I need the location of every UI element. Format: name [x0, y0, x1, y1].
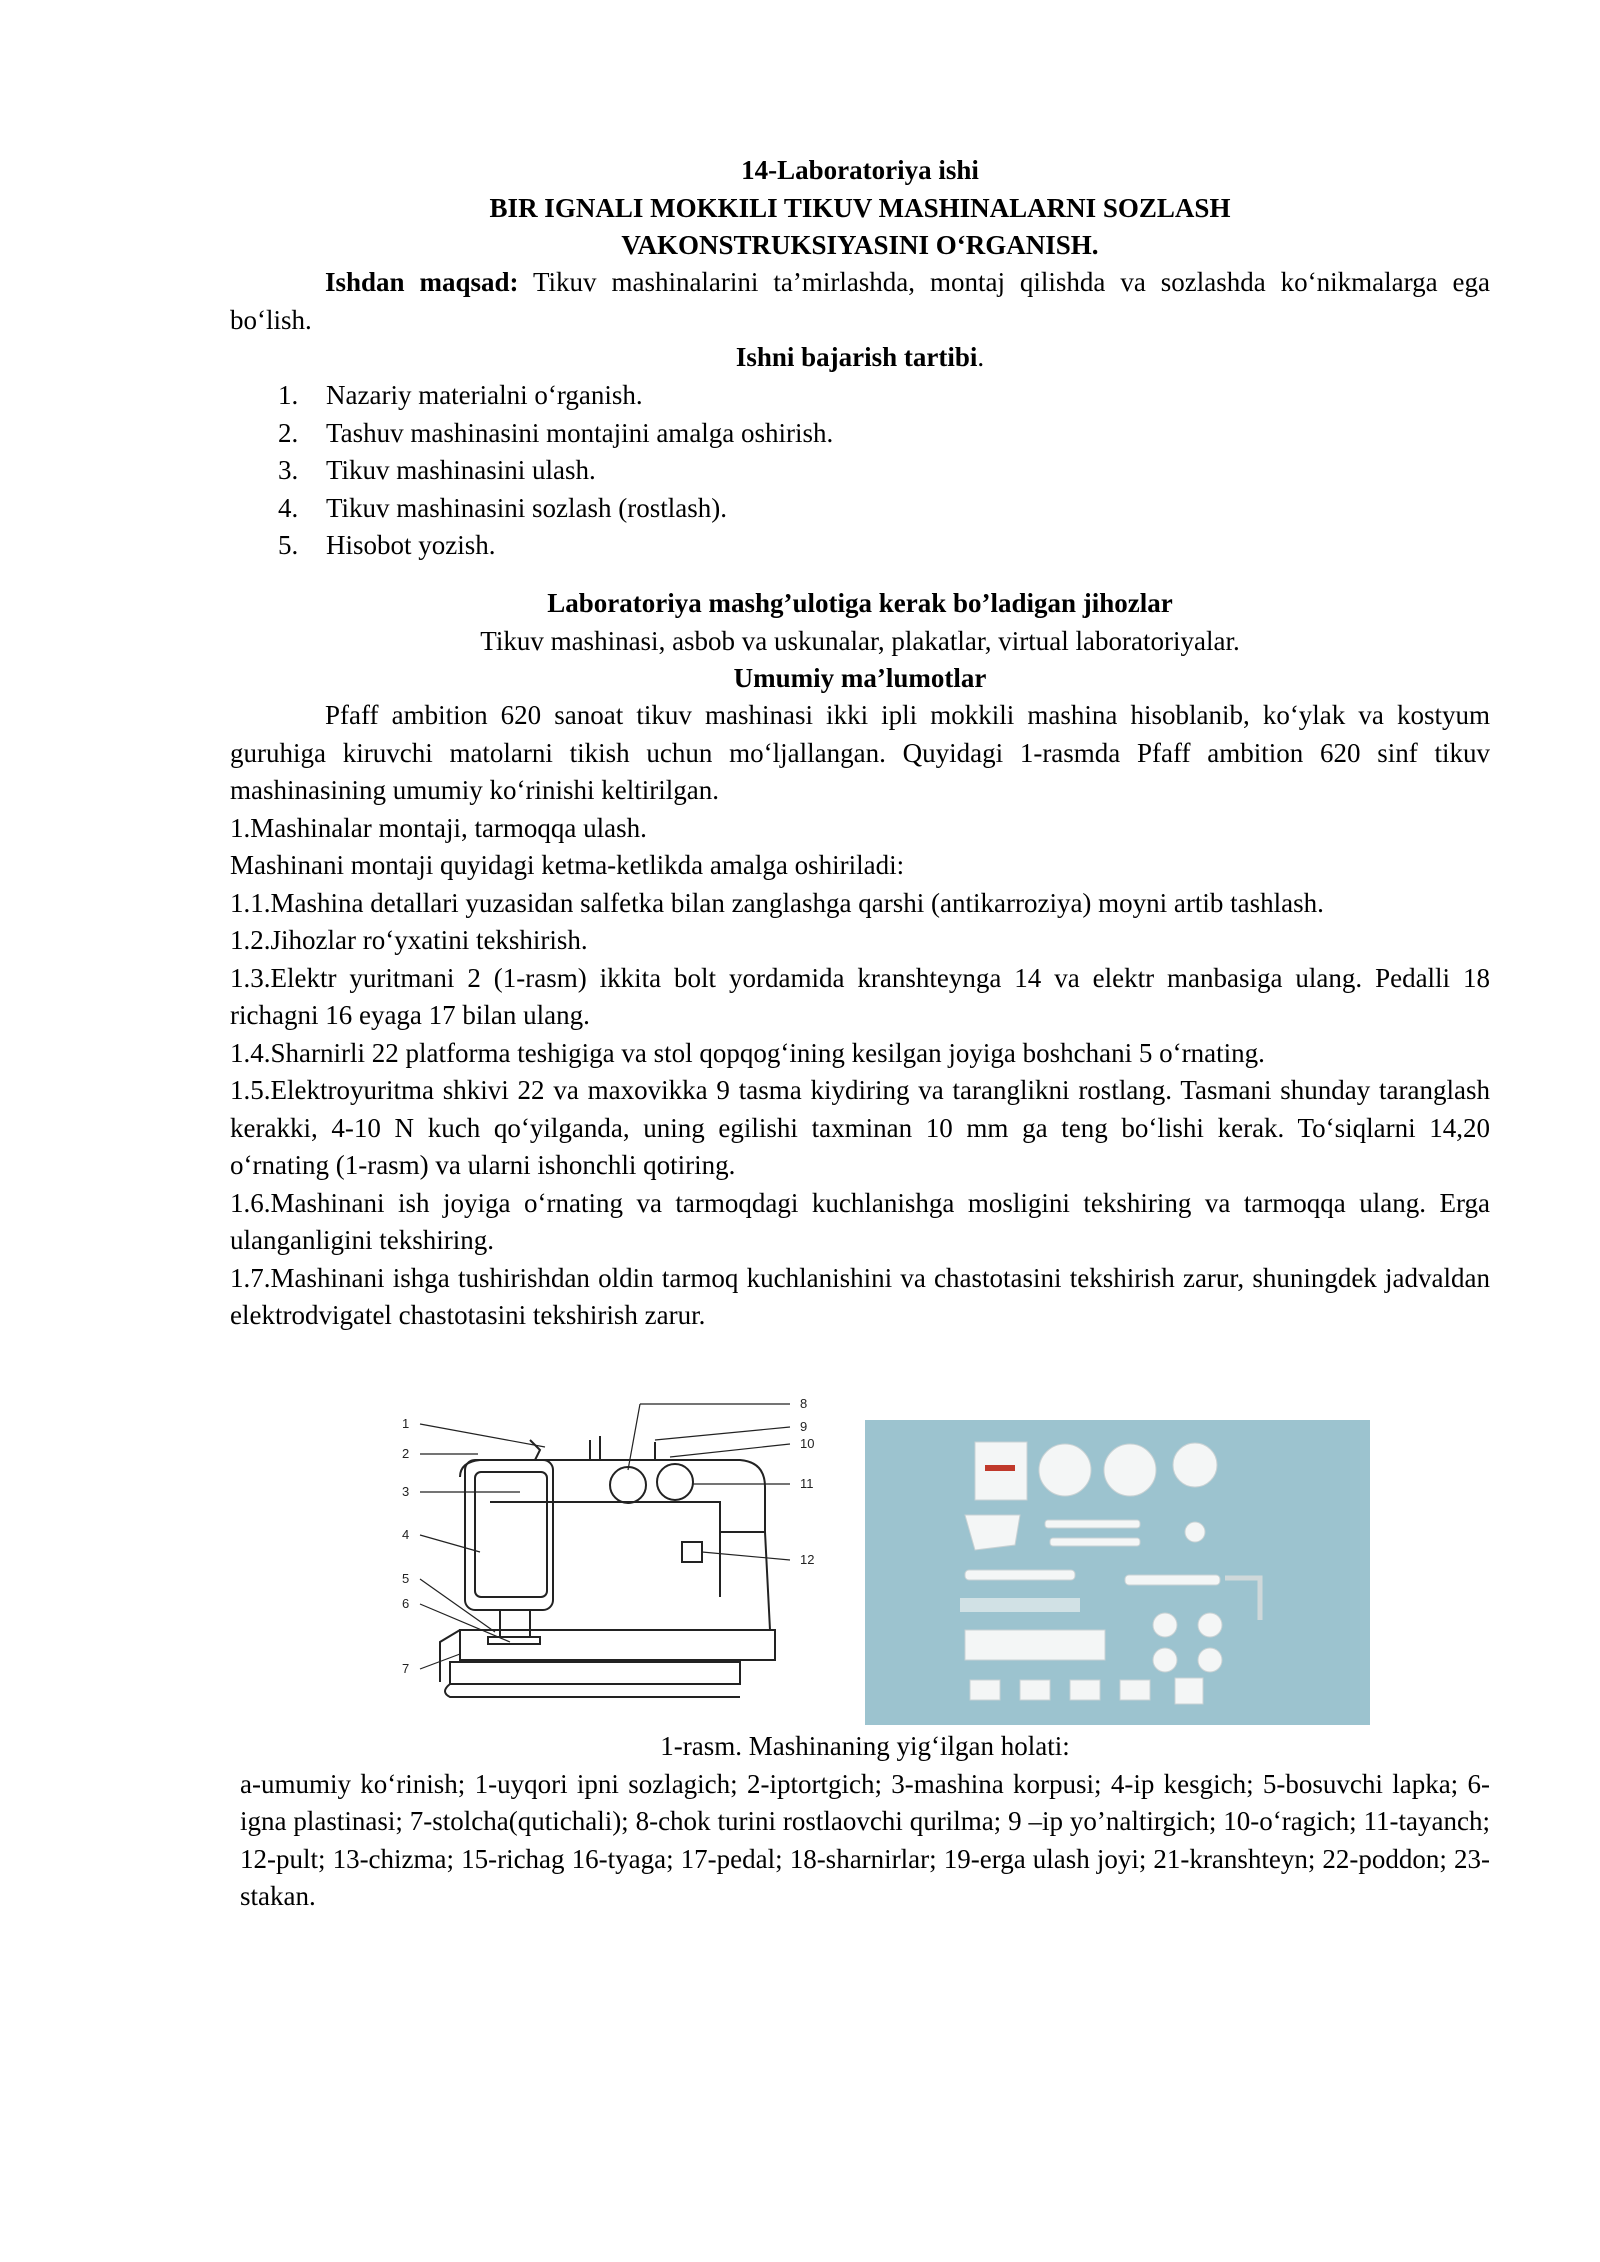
procedure-heading: Ishni bajarish tartibi.	[735, 342, 985, 372]
accessories-photo	[865, 1420, 1370, 1725]
callout-label: 9	[800, 1419, 808, 1434]
equipment-section	[230, 585, 1490, 698]
callout-label: 11	[800, 1476, 814, 1491]
assembly-step: 1.5.Elektroyuritma shkivi 22 va maxovikka 9 tasma kiydiring va taranglikni rostlang. Tasmani shunday taranglash kerakki, 4-10 N kuch qo‘yilganda, uning egilishi taxminan 10 mm ga teng bo‘lishi kerak. To‘siqlarni 14,20 o‘rnating (1-rasm) va ularni ishonchli qotiring.	[230, 1075, 1490, 1180]
goal-paragraph	[230, 264, 1490, 339]
general-intro: Pfaff ambition 620 sanoat tikuv mashinasi ikki ipli mokkili mashina hisoblanib, ko‘ylak va kostyum guruhiga kiruvchi matolarni tikish uchun mo‘ljallangan. Quyidagi 1-rasmda Pfaff ambition 620 sinf tikuv mashinasining umumiy ko‘rinishi keltirilgan.	[230, 700, 1490, 805]
assembly-step: 1.7.Mashinani ishga tushirishdan oldin tarmoq kuchlanishini va chastotasini tekshirish zarur, shuningdek jadvaldan elektrodvigatel chastotasini tekshirish zarur.	[230, 1262, 1490, 1330]
caption-body: a-umumiy ko‘rinish; 1-uyqori ipni sozlagich; 2-iptortgich; 3-mashina korpusi; 4-ip kesgich; 5-bosuvchi lapka; 6-igna plastinasi; 7-stolcha(qutichali); 8-chok turini rostlaovchi qurilma; 9 –ip yo’naltirgich; 10-o‘ragich; 11-tayanch; 12-pult; 13-chizma; 15-richag 16-tyaga; 17-pedal; 18-sharnirlar; 19-erga ulash joyi; 21-kranshteyn; 22-poddon; 23-stakan.	[240, 1768, 1490, 1911]
assembly-step: 1.6.Mashinani ish joyiga o‘rnating va tarmoqdagi kuchlanishga mosligini tekshiring va tarmoqqa ulang. Erga ulanganligini tekshiring.	[230, 1187, 1490, 1255]
caption-title: 1-rasm. Mashinaning yig‘ilgan holati:	[660, 1731, 1070, 1761]
sewing-machine-diagram	[380, 1392, 840, 1732]
general-section	[230, 697, 1490, 1335]
callout-label: 8	[800, 1396, 808, 1411]
callout-label: 4	[402, 1527, 410, 1542]
goal-label: Ishdan maqsad:	[325, 267, 519, 297]
callout-label: 10	[800, 1436, 815, 1451]
assembly-step: 1.1.Mashina detallari yuzasidan salfetka bilan zanglashga qarshi (antikarroziya) moyni artib tashlash.	[230, 887, 1324, 918]
assembly-step: 1.4.Sharnirli 22 platforma teshigiga va stol qopqog‘ining kesilgan joyiga boshchani 5 o‘rnating.	[230, 1037, 1265, 1068]
callout-label: 12	[800, 1552, 815, 1567]
document-header	[230, 152, 1490, 265]
title-line-2: VAKONSTRUKSIYASINI O‘RGANISH.	[621, 230, 1099, 260]
section1-lead: Mashinani montaji quyidagi ketma-ketlikda amalga oshiriladi:	[230, 850, 905, 880]
procedure-list	[230, 377, 1490, 565]
assembly-step: 1.2.Jihozlar ro‘yxatini tekshirish.	[230, 925, 588, 955]
figure-caption	[240, 1728, 1490, 1916]
lab-number: 14-Laboratoriya ishi	[741, 155, 979, 185]
procedure-step: 4. Tikuv mashinasini sozlash (rostlash).	[278, 492, 727, 523]
figure-row	[380, 1392, 1380, 1732]
procedure-step: 2. Tashuv mashinasini montajini amalga oshirish.	[278, 417, 834, 448]
procedure-step: 1. Nazariy materialni o‘rganish.	[278, 380, 643, 410]
callout-label: 6	[402, 1596, 410, 1611]
callout-label: 2	[402, 1446, 410, 1461]
general-heading: Umumiy ma’lumotlar	[733, 663, 987, 693]
section1-heading: 1.Mashinalar montaji, tarmoqqa ulash.	[230, 812, 647, 843]
callout-label: 1	[402, 1416, 410, 1431]
procedure-step: 5. Hisobot yozish.	[278, 530, 496, 560]
equipment-text: Tikuv mashinasi, asbob va uskunalar, plakatlar, virtual laboratoriyalar.	[480, 625, 1240, 656]
callout-label: 3	[402, 1484, 410, 1499]
procedure-step: 3. Tikuv mashinasini ulash.	[278, 455, 596, 485]
equipment-heading: Laboratoriya mashg’ulotiga kerak bo’ladigan jihozlar	[547, 588, 1173, 618]
assembly-step: 1.3.Elektr yuritmani 2 (1-rasm) ikkita bolt yordamida kranshteynga 14 va elektr manbasiga ulang. Pedalli 18 richagni 16 eyaga 17 bilan ulang.	[230, 962, 1490, 1030]
goal-text: Tikuv mashinalarini ta’mirlashda, montaj qilishda va sozlashda ko‘nikmalarga ega bo‘lish.	[230, 267, 1490, 335]
callout-label: 7	[402, 1661, 410, 1676]
title-line-1: BIR IGNALI MOKKILI TIKUV MASHINALARNI SOZLASH	[489, 192, 1231, 223]
callout-label: 5	[402, 1571, 410, 1586]
